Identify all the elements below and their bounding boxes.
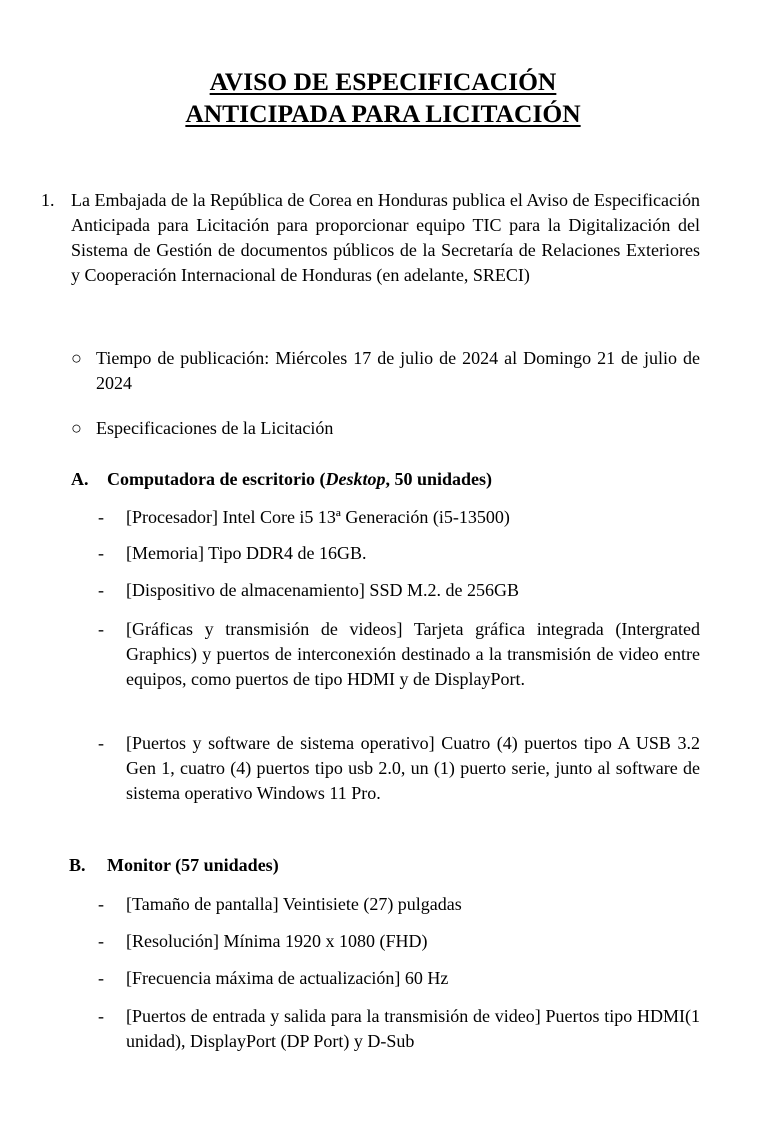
dash-bullet: - (98, 1006, 104, 1026)
item-1-paragraph: La Embajada de la República de Corea en Honduras publica el Aviso de Especificación Anticipada para Licitación para proporcionar equipo TIC para la Digitalización del Sistema de Gestión de documentos públicos de la Secretaría de Relaciones Exteriores y Cooperación Internacional de Honduras (en adelante, SRECI) (71, 190, 700, 285)
section-a-heading (107, 467, 492, 492)
spec-bullet-storage: [Dispositivo de almacenamiento] SSD M.2. de 256GB (126, 580, 519, 600)
document-title-line-1: AVISO DE ESPECIFICACIÓN (209, 67, 557, 96)
spec-bullet-resolution: [Resolución] Mínima 1920 x 1080 (FHD) (126, 931, 428, 951)
spec-bullet-video-ports: [Puertos de entrada y salida para la transmisión de video] Puertos tipo HDMI(1 unidad), DisplayPort (DP Port) y D-Sub (126, 1006, 700, 1051)
circle-bullet-icon: ○ (71, 348, 82, 368)
document-title-line-2: ANTICIPADA PARA LICITACIÓN (185, 99, 581, 128)
dash-bullet: - (98, 931, 104, 951)
dash-bullet: - (98, 733, 104, 753)
specifications-label: Especificaciones de la Licitación (96, 418, 334, 438)
spec-bullet-processor: [Procesador] Intel Core i5 13ª Generación (i5-13500) (126, 507, 510, 527)
section-a-heading-italic: Desktop (325, 469, 386, 489)
dash-bullet: - (98, 968, 104, 988)
circle-bullet-icon: ○ (71, 418, 82, 438)
spec-bullet-refresh-rate: [Frecuencia máxima de actualización] 60 Hz (126, 968, 449, 988)
section-b-letter: B. (69, 855, 86, 875)
spec-bullet-memory: [Memoria] Tipo DDR4 de 16GB. (126, 543, 367, 563)
dash-bullet: - (98, 619, 104, 639)
section-b-heading: Monitor (57 unidades) (107, 855, 279, 875)
dash-bullet: - (98, 543, 104, 563)
section-a-heading-prefix: Computadora de escritorio ( (107, 469, 326, 489)
item-number: 1. (41, 190, 55, 210)
spec-bullet-ports-os: [Puertos y software de sistema operativo] Cuatro (4) puertos tipo A USB 3.2 Gen 1, cuatro (4) puertos tipo usb 2.0, un (1) puerto serie, junto al software de sistema operativo Windows 11 Pro. (126, 733, 700, 803)
section-a-letter: A. (71, 469, 89, 489)
dash-bullet: - (98, 580, 104, 600)
dash-bullet: - (98, 894, 104, 914)
dash-bullet: - (98, 507, 104, 527)
spec-bullet-graphics: [Gráficas y transmisión de videos] Tarjeta gráfica integrada (Intergrated Graphics) y puertos de interconexión destinado a la transmisión de video entre equipos, como puertos de tipo HDMI y de DisplayPort. (126, 619, 700, 689)
spec-bullet-screen-size: [Tamaño de pantalla] Veintisiete (27) pulgadas (126, 894, 462, 914)
publication-time-text: Tiempo de publicación: Miércoles 17 de julio de 2024 al Domingo 21 de julio de 2024 (96, 348, 700, 393)
section-a-heading-suffix: , 50 unidades) (385, 469, 493, 489)
